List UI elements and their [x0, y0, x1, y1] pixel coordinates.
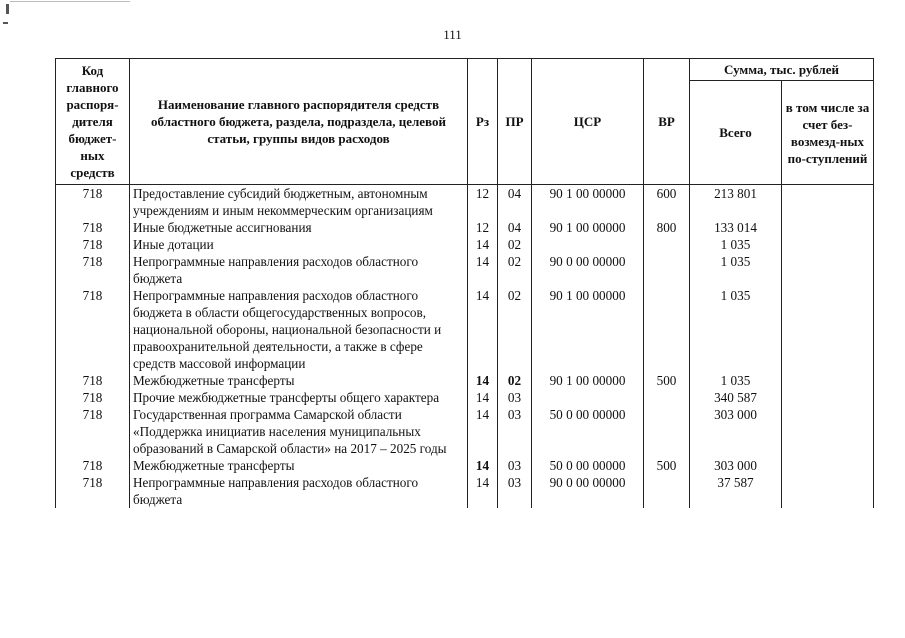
- header-vr: ВР: [644, 59, 690, 185]
- cell-csr: 90 1 00 00000: [532, 219, 644, 236]
- header-name: Наименование главного распорядителя средств областного бюджета, раздела, подраздела, целевой статьи, группы видов расходов: [130, 59, 468, 185]
- cell-vr: [644, 253, 690, 287]
- header-csr: ЦСР: [532, 59, 644, 185]
- cell-free: [782, 457, 874, 474]
- cell-rz: 14: [468, 372, 498, 389]
- cell-free: [782, 219, 874, 236]
- header-pr: ПР: [498, 59, 532, 185]
- cell-csr: 90 1 00 00000: [532, 185, 644, 220]
- table-row: [56, 389, 874, 406]
- cell-free: [782, 185, 874, 220]
- cell-csr: [532, 236, 644, 253]
- cell-code: 718: [56, 287, 130, 372]
- cell-name: Прочие межбюджетные трансферты общего характера: [130, 389, 468, 406]
- cell-vr: [644, 287, 690, 372]
- cell-total: 303 000: [690, 406, 782, 457]
- cell-free: [782, 236, 874, 253]
- cell-rz: 14: [468, 457, 498, 474]
- cell-pr: 03: [498, 406, 532, 457]
- cell-csr: 50 0 00 00000: [532, 457, 644, 474]
- table-row: [56, 219, 874, 236]
- cell-rz: 14: [468, 236, 498, 253]
- cell-rz: 12: [468, 185, 498, 220]
- header-code: Код главного распоря-дителя бюджет-ных средств: [56, 59, 130, 185]
- budget-table: [55, 58, 874, 508]
- cell-pr: 03: [498, 474, 532, 508]
- cell-pr: 04: [498, 219, 532, 236]
- cell-free: [782, 474, 874, 508]
- cell-vr: 800: [644, 219, 690, 236]
- cell-total: 1 035: [690, 253, 782, 287]
- cell-code: 718: [56, 474, 130, 508]
- cell-pr: 02: [498, 236, 532, 253]
- cell-free: [782, 287, 874, 372]
- cell-code: 718: [56, 185, 130, 220]
- cell-csr: 90 0 00 00000: [532, 474, 644, 508]
- cell-vr: 500: [644, 372, 690, 389]
- cell-vr: [644, 474, 690, 508]
- cell-name: Непрограммные направления расходов областного бюджета в области общегосударственных вопросов, национальной обороны, национальной безопасности и правоохранительной деятельности, а также в сфере средств массовой информации: [130, 287, 468, 372]
- cell-rz: 12: [468, 219, 498, 236]
- cell-free: [782, 389, 874, 406]
- cell-name: Межбюджетные трансферты: [130, 457, 468, 474]
- cell-code: 718: [56, 219, 130, 236]
- table-body: [56, 185, 874, 509]
- cell-pr: 02: [498, 253, 532, 287]
- cell-name: Непрограммные направления расходов областного бюджета: [130, 253, 468, 287]
- cell-free: [782, 372, 874, 389]
- cell-code: 718: [56, 372, 130, 389]
- cell-free: [782, 406, 874, 457]
- cell-rz: 14: [468, 389, 498, 406]
- cell-code: 718: [56, 457, 130, 474]
- cell-code: 718: [56, 389, 130, 406]
- cell-rz: 14: [468, 474, 498, 508]
- cell-total: 133 014: [690, 219, 782, 236]
- cell-code: 718: [56, 406, 130, 457]
- cell-name: Предоставление субсидий бюджетным, автономным учреждениям и иным некоммерческим организациям: [130, 185, 468, 220]
- scan-artifact: [3, 22, 8, 24]
- scan-artifact: [10, 1, 130, 2]
- cell-vr: [644, 406, 690, 457]
- cell-vr: [644, 389, 690, 406]
- cell-total: 1 035: [690, 287, 782, 372]
- cell-code: 718: [56, 236, 130, 253]
- cell-code: 718: [56, 253, 130, 287]
- cell-total: 37 587: [690, 474, 782, 508]
- cell-rz: 14: [468, 406, 498, 457]
- cell-vr: [644, 236, 690, 253]
- cell-vr: 600: [644, 185, 690, 220]
- cell-pr: 02: [498, 372, 532, 389]
- table-row: [56, 185, 874, 220]
- cell-pr: 04: [498, 185, 532, 220]
- cell-rz: 14: [468, 287, 498, 372]
- cell-pr: 03: [498, 389, 532, 406]
- header-total: Всего: [690, 81, 782, 185]
- table-row: [56, 406, 874, 457]
- table-row: [56, 372, 874, 389]
- cell-name: Государственная программа Самарской области «Поддержка инициатив населения муниципальных образований в Самарской области» на 2017 – 2025 годы: [130, 406, 468, 457]
- cell-total: 1 035: [690, 236, 782, 253]
- cell-total: 340 587: [690, 389, 782, 406]
- header-amount-group: Сумма, тыс. рублей: [690, 59, 874, 81]
- cell-csr: 50 0 00 00000: [532, 406, 644, 457]
- table-row: [56, 236, 874, 253]
- cell-rz: 14: [468, 253, 498, 287]
- cell-csr: 90 0 00 00000: [532, 253, 644, 287]
- cell-total: 303 000: [690, 457, 782, 474]
- table-row: [56, 457, 874, 474]
- scan-artifact: [6, 4, 9, 14]
- page-number: 111: [443, 27, 462, 42]
- cell-total: 213 801: [690, 185, 782, 220]
- cell-total: 1 035: [690, 372, 782, 389]
- table-row: [56, 253, 874, 287]
- cell-csr: [532, 389, 644, 406]
- header-free-receipts: в том числе за счет без-возмезд-ных по-ступлений: [782, 81, 874, 185]
- table-row: [56, 287, 874, 372]
- header-rz: Рз: [468, 59, 498, 185]
- cell-csr: 90 1 00 00000: [532, 287, 644, 372]
- cell-name: Непрограммные направления расходов областного бюджета: [130, 474, 468, 508]
- cell-pr: 02: [498, 287, 532, 372]
- cell-free: [782, 253, 874, 287]
- cell-name: Иные дотации: [130, 236, 468, 253]
- table-row: [56, 474, 874, 508]
- cell-name: Иные бюджетные ассигнования: [130, 219, 468, 236]
- cell-name: Межбюджетные трансферты: [130, 372, 468, 389]
- cell-vr: 500: [644, 457, 690, 474]
- cell-csr: 90 1 00 00000: [532, 372, 644, 389]
- cell-pr: 03: [498, 457, 532, 474]
